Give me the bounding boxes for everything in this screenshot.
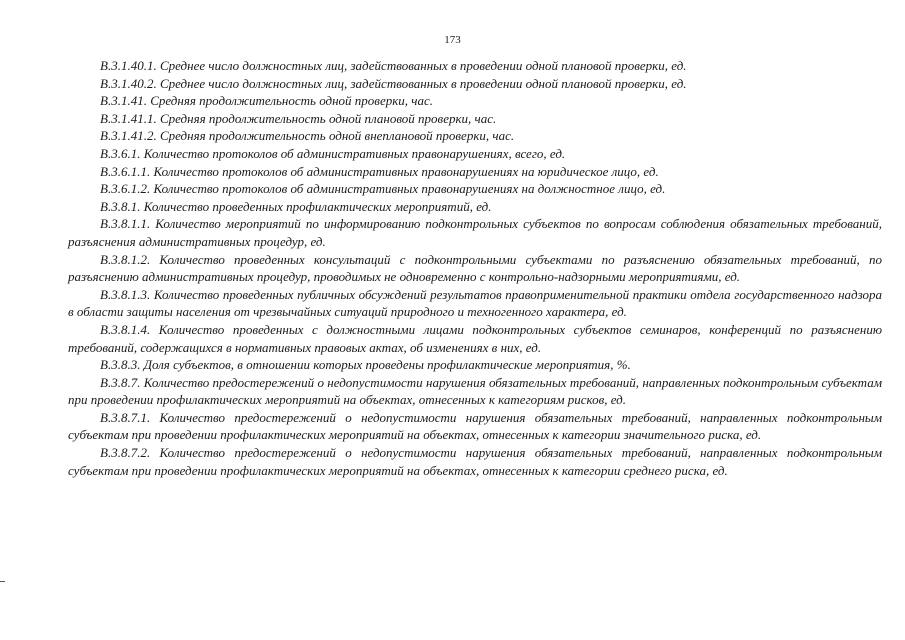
paragraph: В.3.6.1. Количество протоколов об административных правонарушениях, всего, ед. xyxy=(100,145,566,161)
paragraph: В.3.8.1.4. Количество проведенных с должностными лицами подконтрольных субъектов семинаров, конференций по разъяснению требований, содержащихся в нормативных правовых актах, об изменениях в них, ед. xyxy=(68,321,882,355)
paragraph: В.3.8.7. Количество предостережений о недопустимости нарушения обязательных требований, направленных подконтрольным субъектам при проведении профилактических мероприятий на объектах, отнесенных к категориям рисков, ед. xyxy=(68,374,882,408)
paragraph: В.3.8.7.2. Количество предостережений о недопустимости нарушения обязательных требований, направленных подконтрольным субъектам при проведении профилактических мероприятий на объектах, отнесенных к категории среднего риска, ед. xyxy=(68,445,882,478)
paragraph: В.3.1.41.1. Средняя продолжительность одной плановой проверки, час. xyxy=(100,110,497,126)
paragraph: В.3.8.1.3. Количество проведенных публичных обсуждений результатов правоприменительной практики отдела государственного надзора в области защиты населения от чрезвычайных ситуаций природного и техногенного характера, ед. xyxy=(68,286,882,320)
document-body xyxy=(68,57,882,479)
paragraph: В.3.6.1.2. Количество протоколов об административных правонарушениях на должностное лицо, ед. xyxy=(100,181,666,197)
paragraph: В.3.8.1.2. Количество проведенных консультаций с подконтрольными субъектами по разъяснению обязательных требований, по разъяснению административных процедур, проводимых не одновременно с контрольно-надзорными мероприятиями, ед. xyxy=(68,251,882,285)
paragraph: В.3.8.3. Доля субъектов, в отношении которых проведены профилактические мероприятия, %. xyxy=(100,357,631,373)
paragraph: В.3.8.1. Количество проведенных профилактических мероприятий, ед. xyxy=(100,198,492,214)
paragraph: В.3.8.7.1. Количество предостережений о недопустимости нарушения обязательных требований, направленных подконтрольным субъектам при проведении профилактических мероприятий на объектах, отнесенных к категории значительного риска, ед. xyxy=(68,409,882,443)
scan-edge-mark xyxy=(0,581,5,582)
paragraph: В.3.1.40.2. Среднее число должностных лиц, задействованных в проведении одной плановой проверки, ед. xyxy=(100,75,687,91)
paragraph: В.3.1.41.2. Средняя продолжительность одной внеплановой проверки, час. xyxy=(100,128,515,144)
page-number: 173 xyxy=(444,34,461,46)
paragraph: В.3.1.41. Средняя продолжительность одной проверки, час. xyxy=(100,93,434,109)
paragraph: В.3.6.1.1. Количество протоколов об административных правонарушениях на юридическое лицо, ед. xyxy=(100,163,659,179)
paragraph: В.3.8.1.1. Количество мероприятий по информированию подконтрольных субъектов по вопросам соблюдения обязательных требований, разъяснения административных процедур, ед. xyxy=(68,216,882,249)
paragraph: В.3.1.40.1. Среднее число должностных лиц, задействованных в проведении одной плановой проверки, ед. xyxy=(100,58,687,73)
